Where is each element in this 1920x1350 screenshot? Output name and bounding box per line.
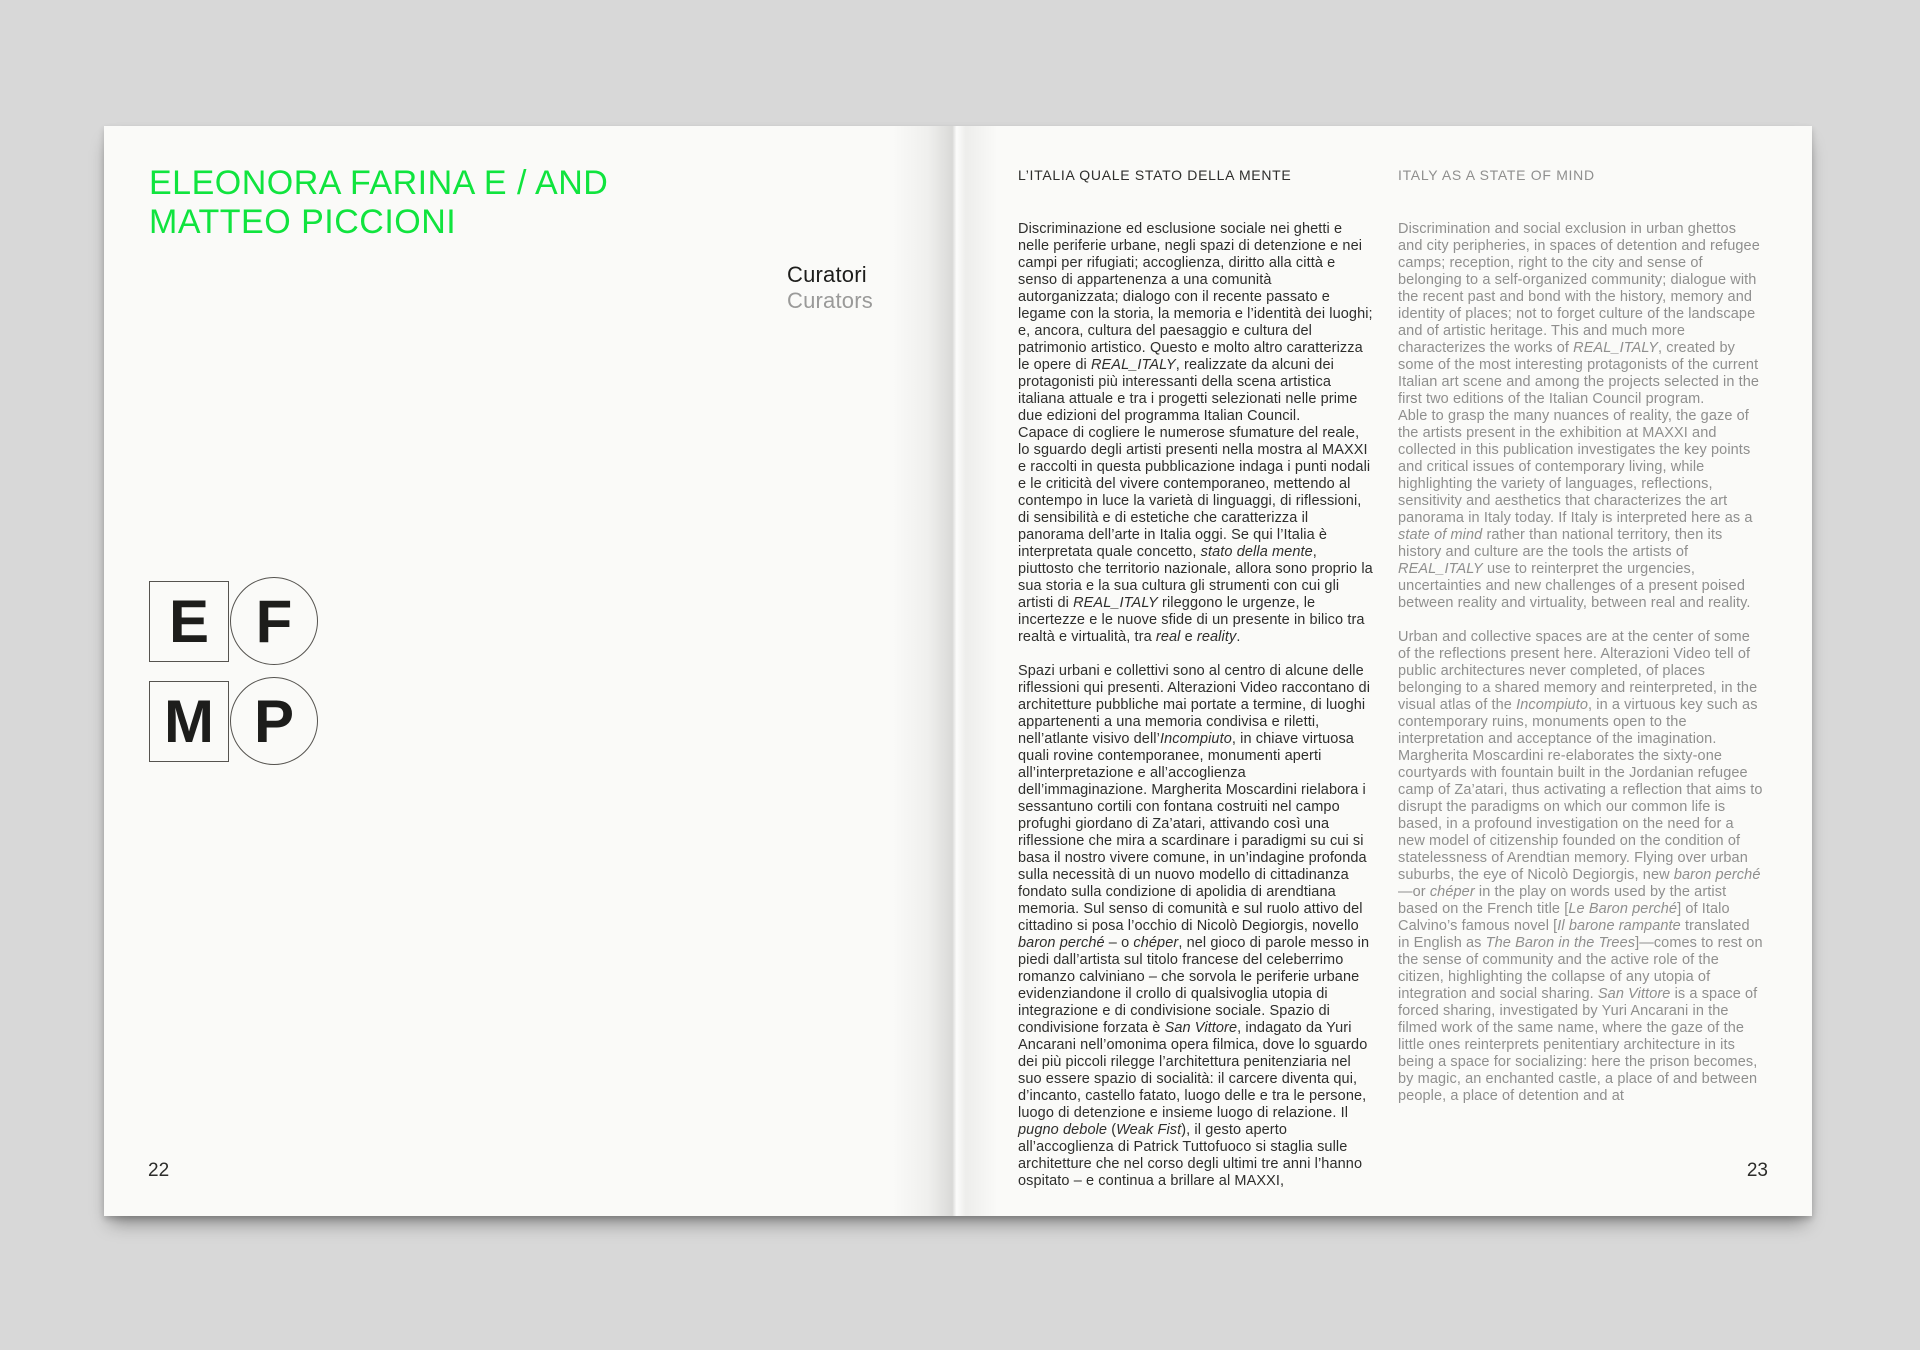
monogram-row-2: [149, 677, 329, 765]
english-column: [1398, 166, 1764, 1190]
book-spread: [104, 126, 1812, 1216]
gutter-shadow-right: [952, 126, 998, 1216]
italian-text-block-1: Discriminazione ed esclusione sociale nei ghetti e nelle periferie urbane, negli spazi di detenzione e nei campi per rifugiati; accoglienza, diritto alla città e senso di appartenenza a una comunità autorganizzata; dialogo con il recente passato e legame con la storia, la memoria e l’identità dei luoghi; e, ancora, cultura del paesaggio e cultura del patrimonio artistico. Questo e molto altro caratterizza le opere di REAL_ITALY, realizzate da alcuni dei protagonisti più interessanti della scena artistica italiana attuale e tra i progetti selezionati nelle prime due edizioni del programma Italian Council. Capace di cogliere le numerose sfumature del reale, lo sguardo degli artisti presenti nella mostra al MAXXI e raccolti in questa pubblicazione indaga i punti nodali e le criticità del vivere contemporaneo, mettendo al contempo in luce la varietà di linguaggi, di riflessioni, di sensibilità e di estetiche che caratterizza il panorama dell’arte in Italia oggi. Se qui l’Italia è interpretata quale concetto, stato della mente, piuttosto che territorio nazionale, allora sono proprio la sua storia e la sua cultura gli strumenti con cui gli artisti di REAL_ITALY rileggono le urgenze, le incertezze e le nuove sfide di un presente in bilico tra realtà e virtualità, tra real e reality.: [1018, 221, 1373, 645]
monogram-letter-p: [230, 677, 318, 765]
efmp-monogram: [149, 577, 329, 777]
english-text-block-1: Discrimination and social exclusion in urban ghettos and city peripheries, in spaces of detention and refugee camps; reception, right to the city and sense of belonging to a self-organized community; dialogue with the recent past and bond with the history, memory and identity of places; not to forget culture of the landscape and of artistic heritage. This and much more characterizes the works of REAL_ITALY, created by some of the most interesting protagonists of the current Italian art scene and among the projects selected in the first two editions of the Italian Council program. Able to grasp the many nuances of reality, the gaze of the artists present in the exhibition at MAXXI and collected in this publication investigates the key points and critical issues of contemporary living, while highlighting the variety of languages, reflections, sensitivity and aesthetics that characterizes the art panorama in Italy today. If Italy is interpreted here as a state of mind rather than national territory, then its history and culture are the tools the artists of REAL_ITALY use to reinterpret the urgencies, uncertainties and new challenges of a present poised between reality and virtuality, between real and reality.: [1398, 221, 1760, 611]
monogram-letter-f: [230, 577, 318, 665]
curators-label: [787, 262, 873, 314]
monogram-letter-p-glyph: P: [253, 687, 295, 755]
english-column-heading: ITALY AS A STATE OF MIND: [1398, 167, 1595, 183]
monogram-letter-m: [149, 681, 229, 762]
monogram-letter-e-glyph: E: [168, 587, 210, 655]
italian-text-block-2: Spazi urbani e collettivi sono al centro di alcune delle riflessioni qui presenti. Alterazioni Video raccontano di architetture pubbliche mai portate a termine, di luoghi appartenenti a una memoria condivisa e riletti, nell’atlante visivo dell’Incompiuto, in chiave virtuosa quali rovine contemporanee, monumenti aperti all’interpretazione e all’accoglienza dell’immaginazione. Margherita Moscardini rielabora i sessantuno cortili con fontana costruiti nel campo profughi giordano di Za’atari, attivando così una riflessione che mira a scardinare i paradigmi su cui si basa il nostro vivere comune, in un’indagine profonda sulla necessità di un nuovo modello di cittadinanza fondato sulla condizione di apolidia di arendtiana memoria. Sul senso di comunità e sul ruolo attivo del cittadino si posa l’occhio di Nicolò Degiorgis, novello baron perché – o chéper, nel gioco di parole messo in piedi dall’artista sul titolo francese del celeberrimo romanzo calviniano – che sorvola le periferie urbane evidenziandone il crollo di qualsivoglia utopia di integrazione e di condivisione sociale. Spazio di condivisione forzata è San Vittore, indagato da Yuri Ancarani nell’omonima opera filmica, dove lo sguardo dei più piccoli rilegge l’architettura penitenziaria nel suo essere spazio di socialità: il carcere diventa qui, d’incanto, castello fatato, luogo delle e tra le persone, luogo di detenzione e insieme luogo di relazione. Il pugno debole (Weak Fist), il gesto aperto all’accoglienza di Patrick Tuttofuoco si staglia sulle architetture che nel corso degli ultimi tre anni l’hanno ospitato – e continua a brillare al MAXXI,: [1018, 663, 1371, 1189]
monogram-letter-m-glyph: M: [164, 687, 214, 755]
gutter-shadow-left: [892, 126, 952, 1216]
italian-column-heading: L’ITALIA QUALE STATO DELLA MENTE: [1018, 167, 1292, 183]
english-text-block-2: Urban and collective spaces are at the center of some of the reflections present here. Alterazioni Video tell of public architectures never completed, of places belonging to a shared memory and reinterpreted, in the visual atlas of the Incompiuto, in a virtuous key such as contemporary ruins, monuments open to the interpretation and acceptance of the imagination. Margherita Moscardini re-elaborates the sixty-one courtyards with fountain built in the Jordanian refugee camp of Za’atari, thus activating a reflection that aims to disrupt the paradigms on which our common life is based, in a profound investigation on the need for a new model of citizenship founded on the condition of statelessness of Arendtian memory. Flying over urban suburbs, the eye of Nicolò Degiorgis, new baron perché—or chéper in the play on words used by the artist based on the French title [Le Baron perché] of Italo Calvino’s famous novel [Il barone rampante translated in English as The Baron in the Trees]—comes to rest on the sense of community and the active role of the citizen, highlighting the collapse of any utopia of integration and social sharing. San Vittore is a space of forced sharing, investigated by Yuri Ancarani in the filmed work of the same name, where the gaze of the little ones reinterprets penitentiary architecture in its being a space for socializing: here the prison becomes, by magic, an enchanted castle, a place of and between people, a place of detention and at: [1398, 629, 1763, 1104]
title-line-1: ELEONORA FARINA E / AND: [149, 164, 609, 202]
monogram-letter-f-glyph: F: [255, 587, 293, 655]
curators-label-english: Curators: [787, 288, 873, 313]
italian-column-body: [1018, 221, 1374, 1190]
curators-label-italian: Curatori: [787, 262, 867, 287]
page-title: [149, 164, 608, 242]
title-line-2: MATTEO PICCIONI: [149, 203, 457, 241]
text-columns: [1018, 166, 1764, 1190]
monogram-row-1: [149, 577, 329, 665]
right-page: [952, 126, 1812, 1216]
italian-column: [1018, 166, 1374, 1190]
english-column-body: [1398, 221, 1764, 1105]
monogram-letter-e: [149, 581, 229, 662]
left-page: [104, 126, 952, 1216]
page-number-right: 23: [1746, 1160, 1768, 1181]
page-number-left: 22: [148, 1160, 170, 1181]
